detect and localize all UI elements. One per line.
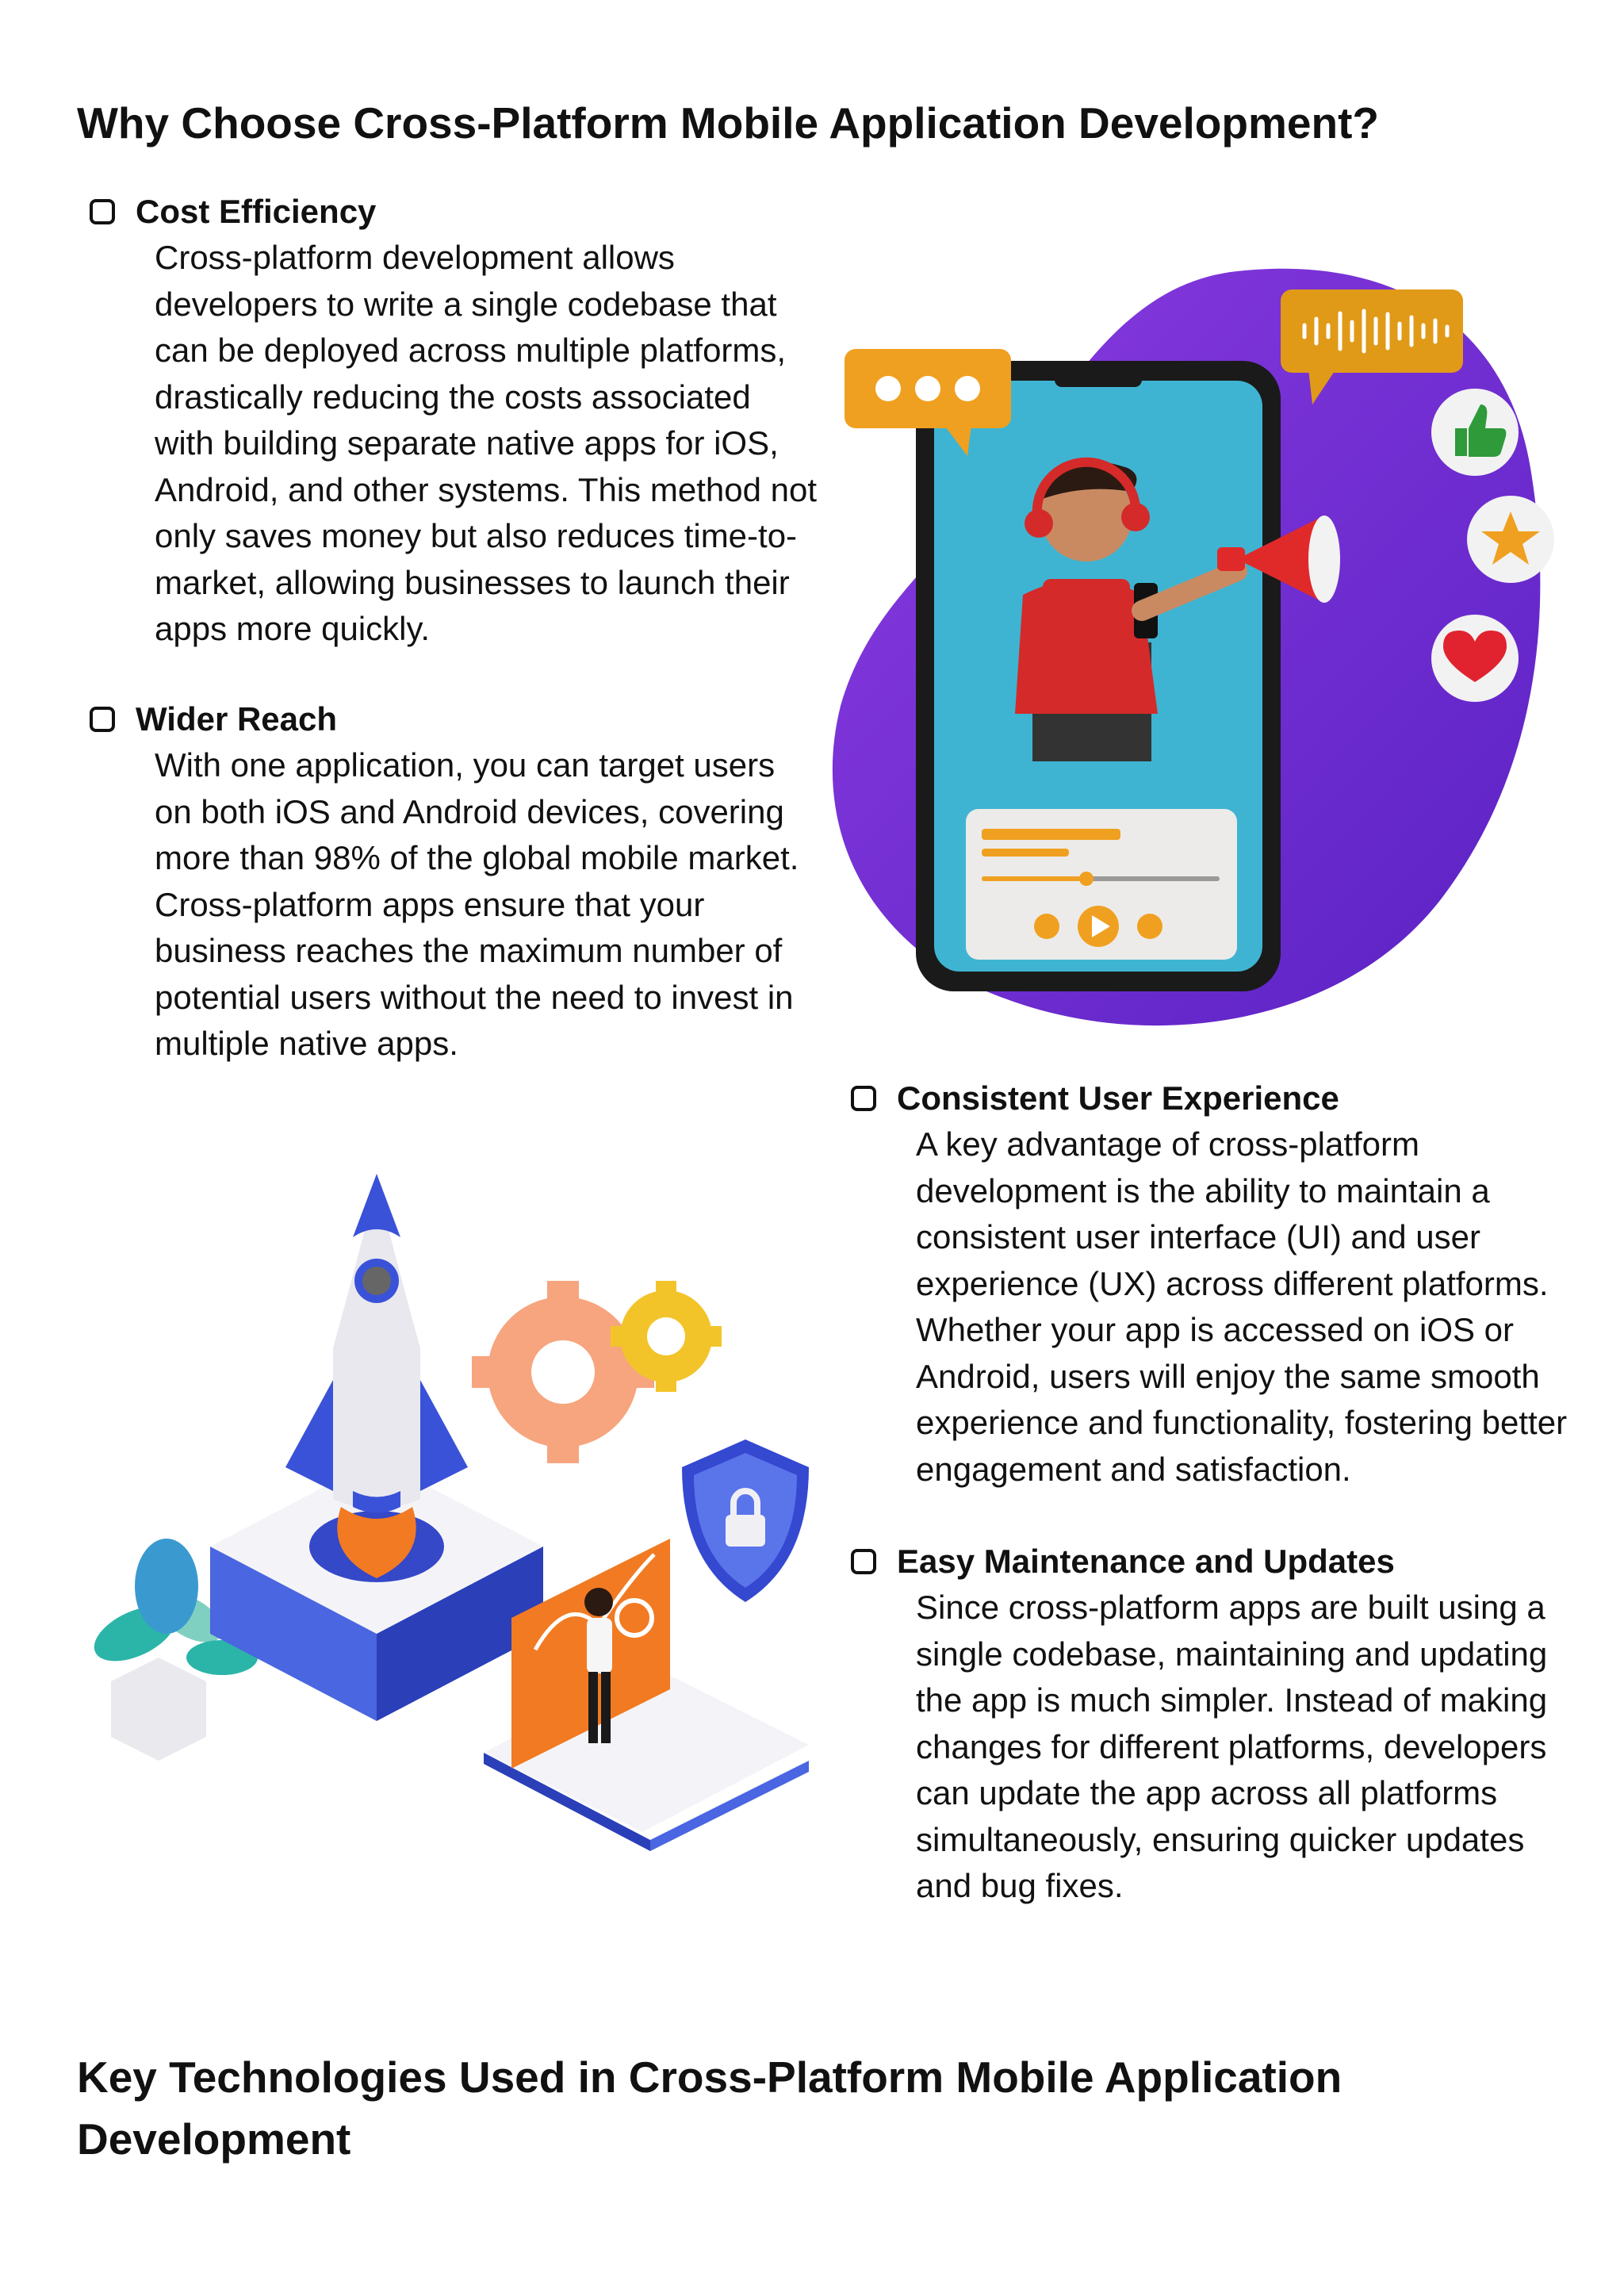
benefit-easy-maintenance: [851, 1539, 1580, 1910]
section-title: Why Choose Cross-Platform Mobile Application Development?: [77, 98, 1379, 148]
shield-lock-icon: [682, 1439, 809, 1602]
benefit-title: Cost Efficiency: [136, 193, 377, 230]
benefit-body: A key advantage of cross-platform development is the ability to maintain a consistent user interface (UI) and user experience (UX) across different platforms. Whether your app is accessed on iOS or Android, users will enjoy the same smooth experience and functionality, fostering better engagement and satisfaction.: [916, 1125, 1568, 1488]
phone-marketing-illustration: [825, 262, 1570, 1047]
benefit-body: With one application, you can target users on both iOS and Android devices, covering more than 98% of the global mobile market. Cross-platform apps ensure that your business reaches the maximum number of potential users without the need to invest in multiple native apps.: [155, 746, 799, 1062]
benefit-title: Consistent User Experience: [897, 1079, 1339, 1117]
benefit-body: Since cross-platform apps are built using a single codebase, maintaining and updating the app is much simpler. Instead of making changes for different platforms, developers can update the app across all platforms simultaneously, ensuring quicker updates and bug fixes.: [916, 1589, 1548, 1904]
thumbs-up-icon: [1431, 389, 1519, 476]
next-section-title: Key Technologies Used in Cross-Platform Mobile Application Development: [77, 2053, 1342, 2164]
benefit-title: Wider Reach: [136, 700, 338, 738]
checkbox-icon[interactable]: [851, 1549, 876, 1574]
checkbox-icon[interactable]: [90, 707, 115, 732]
gear-icon: [472, 1281, 654, 1463]
benefit-title: Easy Maintenance and Updates: [897, 1543, 1395, 1580]
checkbox-icon[interactable]: [851, 1086, 876, 1111]
benefit-body: Cross-platform development allows developers to write a single codebase that can be deployed across multiple platforms, drastically reducing the costs associated with building separate native apps for iOS, Android, and other systems. This method not only saves money but also reduces time-to-market, allowing businesses to launch their apps more quickly.: [155, 239, 817, 647]
heart-icon: [1431, 615, 1519, 702]
checkbox-icon[interactable]: [90, 199, 115, 224]
benefit-cost-efficiency: [90, 189, 819, 653]
star-icon: [1467, 496, 1554, 583]
rocket-icon: [285, 1174, 468, 1513]
benefit-consistent-ux: [851, 1075, 1580, 1493]
benefit-wider-reach: [90, 696, 819, 1068]
rocket-launch-illustration: [71, 1142, 809, 1856]
media-player-card: [966, 809, 1237, 960]
